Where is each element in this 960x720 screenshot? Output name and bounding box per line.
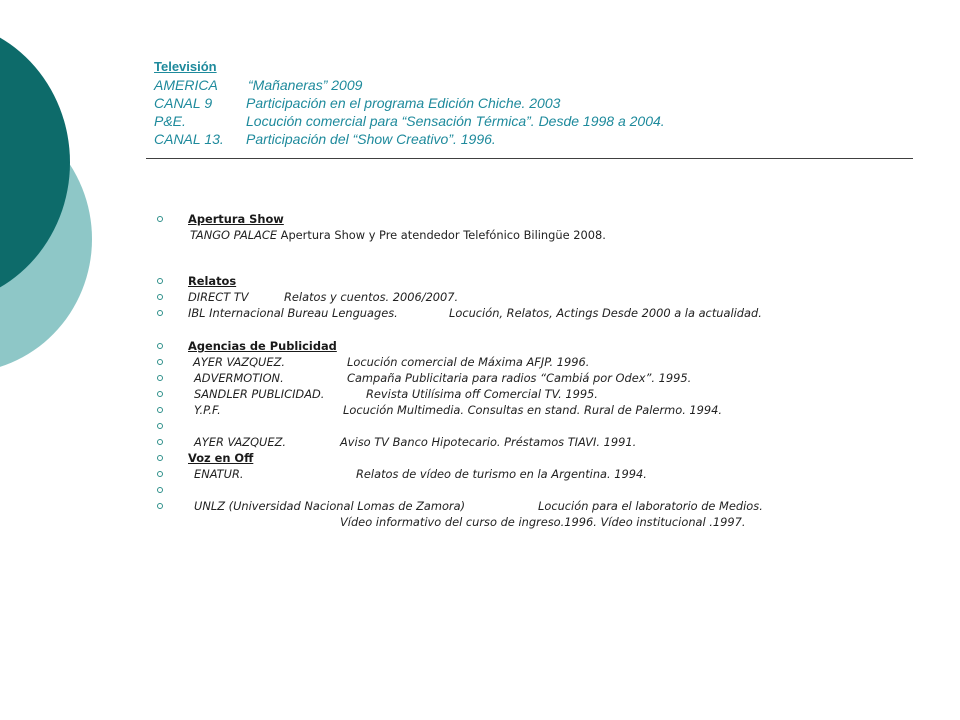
voz-description: Relatos de vídeo de turismo en la Argentina. 1994. (356, 467, 647, 481)
agencias-heading: Agencias de Publicidad (188, 339, 337, 353)
voz-heading: Voz en Off (188, 451, 254, 465)
voz-description: Locución para el laboratorio de Medios. (538, 499, 763, 513)
bullet-icon (157, 439, 163, 445)
tv-channel: AMERICA (154, 77, 218, 93)
agency-description: Revista Utilísima off Comercial TV. 1995. (366, 387, 598, 401)
bullet-icon (157, 375, 163, 381)
tv-channel: CANAL 9 (154, 95, 213, 111)
relatos-description: Relatos y cuentos. 2006/2007. (284, 290, 459, 304)
tv-detail: Locución comercial para “Sensación Térmica”. Desde 1998 a 2004. (246, 113, 665, 129)
agency-client: SANDLER PUBLICIDAD. (194, 387, 325, 401)
bullet-icon (157, 310, 163, 316)
list-item (157, 498, 917, 514)
list-item (157, 305, 917, 321)
tv-detail: “Mañaneras” 2009 (248, 77, 363, 93)
apertura-description: Apertura Show y Pre atendedor Telefónico Bilingüe 2008. (277, 228, 606, 242)
tv-detail: Participación en el programa Edición Chiche. 2003 (246, 95, 561, 111)
list-item (157, 402, 917, 418)
television-heading: Televisión (154, 59, 217, 74)
bullet-icon (157, 471, 163, 477)
bullet-icon (157, 407, 163, 413)
bullet-icon (157, 503, 163, 509)
relatos-heading: Relatos (188, 274, 237, 288)
list-item (157, 466, 917, 482)
list-item (157, 289, 917, 305)
voz-continuation: Vídeo informativo del curso de ingreso.1996. Vídeo institucional .1997. (340, 515, 746, 529)
bullet-icon (157, 343, 163, 349)
agency-client: Y.P.F. (194, 403, 221, 417)
tv-entry (154, 76, 894, 94)
tv-entry (154, 130, 894, 148)
apertura-line (190, 227, 606, 244)
relatos-client: DIRECT TV (188, 290, 249, 304)
relatos-description: Locución, Relatos, Actings Desde 2000 a la actualidad. (449, 306, 762, 320)
list-item (157, 273, 917, 289)
relatos-client: IBL Internacional Bureau Lenguages. (188, 306, 398, 320)
tv-entry (154, 94, 894, 112)
list-item (157, 386, 917, 402)
list-item (157, 211, 917, 227)
voz-client: UNLZ (Universidad Nacional Lomas de Zamora) (194, 499, 466, 513)
list-item (157, 450, 917, 466)
voz-client: ENATUR. (194, 467, 244, 481)
apertura-heading: Apertura Show (188, 212, 284, 226)
list-item (157, 370, 917, 386)
agency-client: AYER VAZQUEZ. (194, 435, 287, 449)
agency-client: AYER VAZQUEZ. (193, 355, 286, 369)
bullet-icon (157, 359, 163, 365)
list-item (157, 434, 917, 450)
bullet-icon (157, 391, 163, 397)
bullet-icon (157, 423, 163, 429)
bullet-icon (157, 294, 163, 300)
bullet-icon (157, 455, 163, 461)
bullet-icon (157, 487, 163, 493)
bullet-icon (157, 278, 163, 284)
agency-description: Locución comercial de Máxima AFJP. 1996. (347, 355, 590, 369)
agency-description: Locución Multimedia. Consultas en stand. Rural de Palermo. 1994. (343, 403, 723, 417)
tv-channel: P&E. (154, 113, 186, 129)
list-item (157, 354, 917, 370)
bullet-icon (157, 216, 163, 222)
list-item-continuation (157, 514, 917, 530)
list-item (157, 338, 917, 354)
list-item-continuation (157, 227, 917, 244)
tv-channel: CANAL 13. (154, 131, 224, 147)
tv-detail: Participación del “Show Creativo”. 1996. (246, 131, 496, 147)
apertura-client: TANGO PALACE (190, 228, 278, 242)
section-divider (146, 158, 913, 159)
tv-entry (154, 112, 894, 130)
list-item-empty (157, 482, 917, 498)
television-section (154, 58, 894, 148)
agency-client: ADVERMOTION. (194, 371, 284, 385)
agency-description: Aviso TV Banco Hipotecario. Préstamos TIAVI. 1991. (340, 435, 637, 449)
agency-description: Campaña Publicitaria para radios “Cambiá por Odex”. 1995. (347, 371, 692, 385)
experience-list (157, 211, 917, 530)
list-item-empty (157, 418, 917, 434)
